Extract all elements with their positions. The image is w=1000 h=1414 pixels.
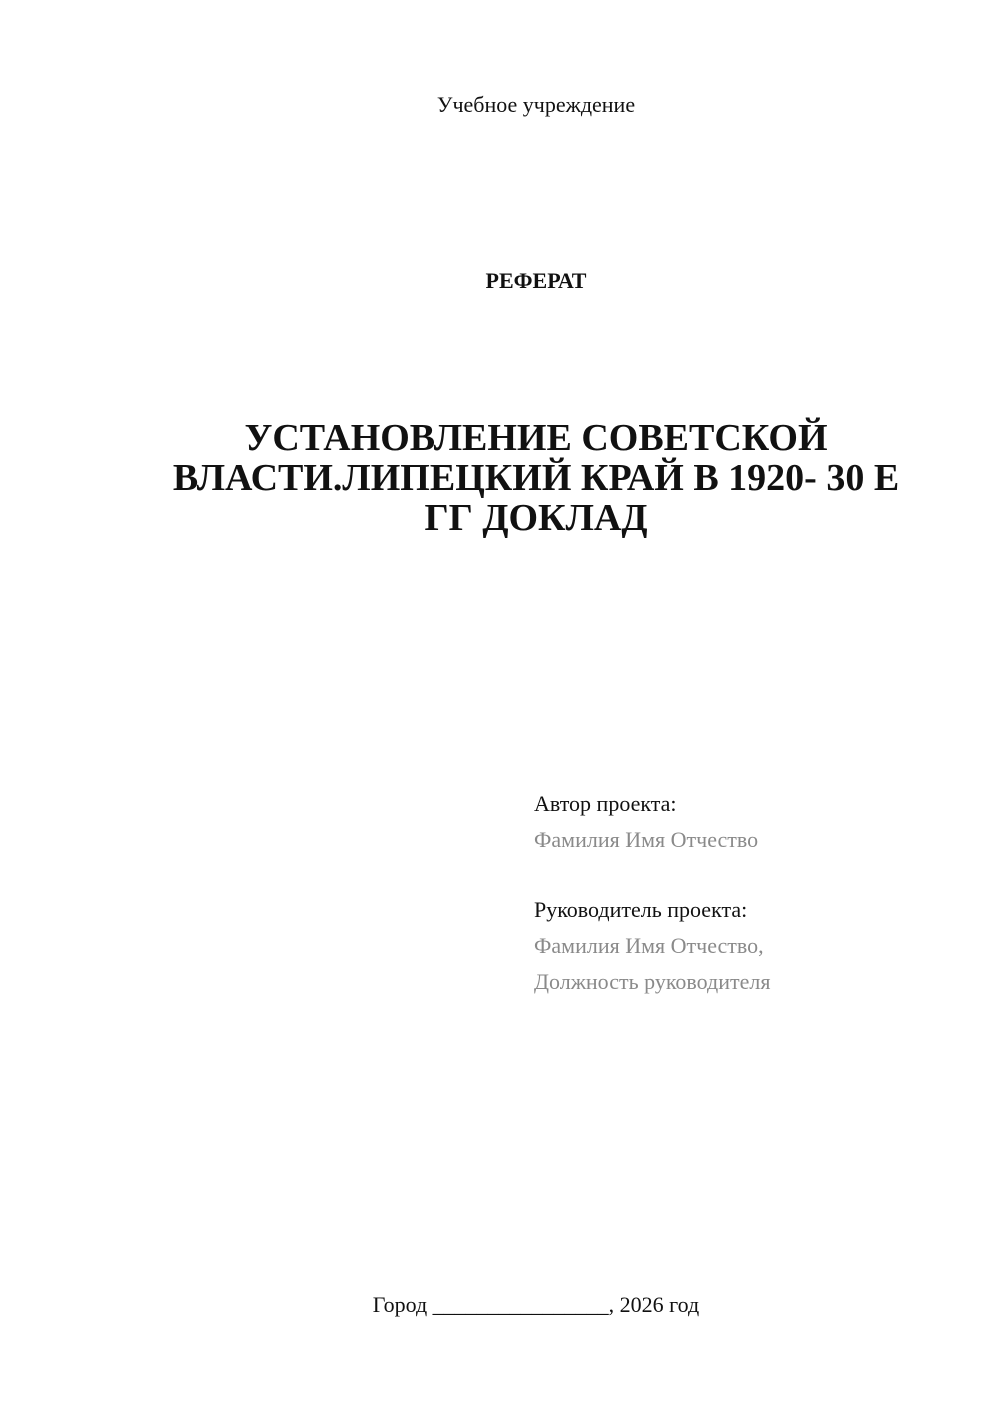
author-label: Автор проекта: — [534, 791, 677, 816]
author-name: Фамилия Имя Отчество — [534, 827, 759, 852]
author-block — [534, 786, 974, 858]
supervisor-label: Руководитель проекта: — [534, 897, 748, 922]
supervisor-position: Должность руководителя — [534, 969, 771, 994]
document-topic: УСТАНОВЛЕНИЕ СОВЕТСКОЙ ВЛАСТИ.ЛИПЕЦКИЙ КРАЙ В 1920- 30 Е ГГ ДОКЛАД — [172, 417, 900, 539]
city-blank: ________________ — [432, 1292, 609, 1317]
city-label: Город — [372, 1292, 428, 1317]
document-type: РЕФЕРАТ — [485, 268, 587, 293]
year-text: , 2026 год — [608, 1292, 700, 1317]
supervisor-name: Фамилия Имя Отчество, — [534, 933, 764, 958]
supervisor-block — [534, 892, 974, 1000]
city-year-line — [0, 1290, 1000, 1320]
institution-name: Учебное учреждение — [436, 92, 636, 117]
